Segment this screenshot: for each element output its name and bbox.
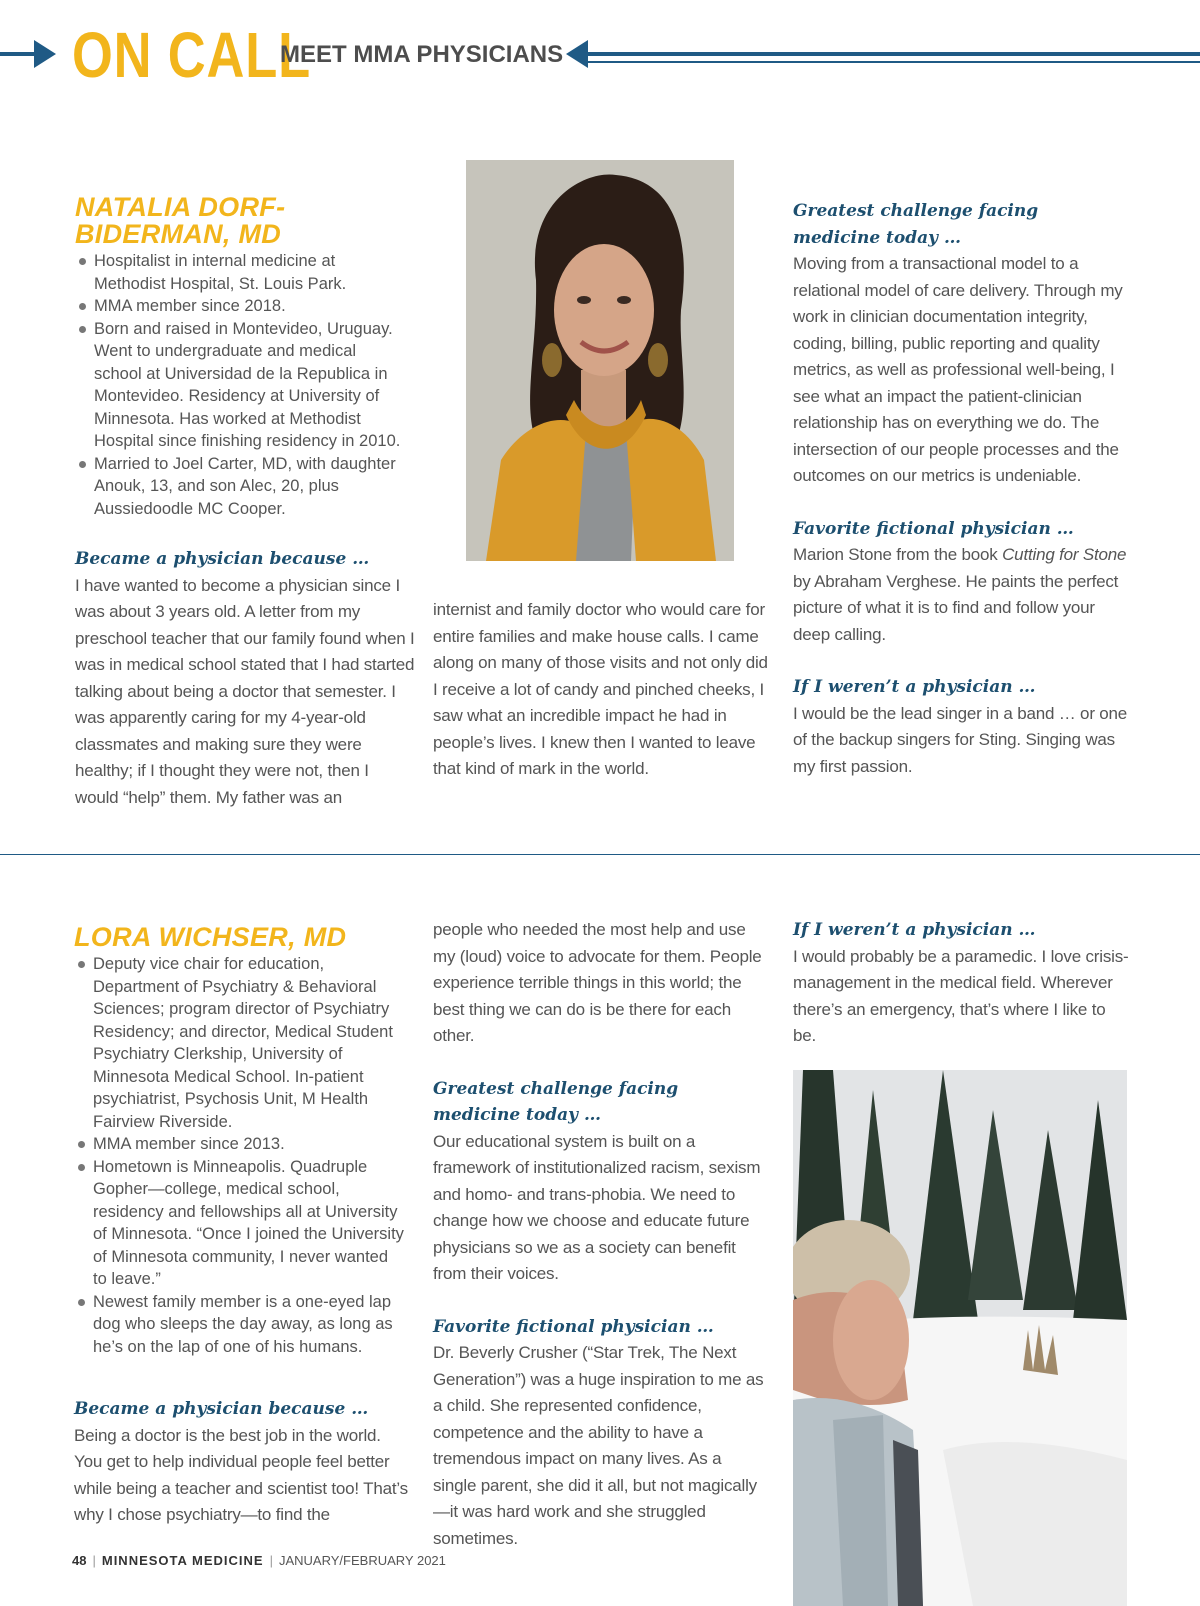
profile-1-fictional-heading: Favorite fictional physician … bbox=[793, 518, 1074, 539]
page-footer bbox=[72, 1552, 446, 1570]
profile-2-challenge-text: Our educational system is built on a framework of institutionalized racism, sexism and homo- and trans-phobia. We need to change how we choose and educate future physicians so we as a society can benefit from their voices. bbox=[433, 1131, 761, 1283]
list-item: Deputy vice chair for education, Department of Psychiatry & Behavioral Sciences; program director of Psychiatry Residency; and director, Medical Student Psychiatry Clerkship, University of Minnesota Medical School. In-patient psychiatrist, Psychosis Unit, M Health Fairview Riverside. bbox=[74, 953, 404, 1133]
profile-1-challenge-heading-1: Greatest challenge facing bbox=[793, 201, 1039, 221]
footer-separator: | bbox=[92, 1553, 96, 1568]
issue-date: JANUARY/FEBRUARY 2021 bbox=[278, 1553, 446, 1568]
list-item: MMA member since 2018. bbox=[75, 295, 405, 318]
profile-2-challenge-heading-1: Greatest challenge facing bbox=[433, 1078, 679, 1099]
section-divider bbox=[0, 854, 1200, 855]
profile-2-if-text: I would probably be a paramedic. I love crisis-management in the medical field. Wherever there’s an emergency, that’s where I like to be. bbox=[793, 946, 1129, 1045]
profile-2-became-text-a: Being a doctor is the best job in the world. You get to help individual people feel better while being a teacher and scientist too! That’s why I chose psychiatry—to find the bbox=[74, 1425, 408, 1524]
profile-2-fictional-text: Dr. Beverly Crusher (“Star Trek, The Next Generation”) was a huge inspiration to me as a child. She represented confidence, competence and the ability to have a tremendous impact on many lives. As a single parent, she did it all, but not magically—it was hard work and she struggled sometimes. bbox=[433, 1343, 764, 1548]
profile-2-if-heading: If I weren’t a physician … bbox=[793, 920, 1036, 940]
header-rule-right-thin bbox=[584, 61, 1200, 63]
arrow-right-icon bbox=[34, 40, 56, 68]
section-title: ON CALL bbox=[72, 19, 311, 91]
list-item: Born and raised in Montevideo, Uruguay. Went to undergraduate and medical school at Universidad de la Republica in Montevideo. Residency at University of Minnesota. Has worked at Methodist Hospital since finishing residency in 2010. bbox=[75, 318, 405, 453]
profile-1-became-text-a: I have wanted to become a physician since I was about 3 years old. A letter from my preschool teacher that our family found when I was in medical school stated that I had started talking about being a doctor that semester. I was apparently caring for my 4-year-old classmates and making sure they were healthy; if I thought they were not, then I would “help” them. My father was an bbox=[75, 575, 415, 807]
fictional-text-part-1: Marion Stone from the book bbox=[793, 545, 1003, 564]
portrait-illustration bbox=[466, 160, 734, 561]
profile-1-became-heading: Became a physician because … bbox=[75, 549, 370, 569]
profile-2-facts-list bbox=[74, 953, 404, 1358]
profile-1-portrait-photo bbox=[466, 160, 734, 561]
profile-1-if-text: I would be the lead singer in a band … or one of the backup singers for Sting. Singing was my first passion. bbox=[793, 703, 1128, 776]
profile-2-fictional-heading: Favorite fictional physician … bbox=[433, 1316, 714, 1337]
profile-2-right-column bbox=[793, 917, 1133, 1050]
list-item: Married to Joel Carter, MD, with daughter Anouk, 13, and son Alec, 20, plus Aussiedoodle MC Cooper. bbox=[75, 453, 405, 521]
profile-1-facts-list bbox=[75, 250, 405, 520]
profile-2-became-heading: Became a physician because … bbox=[74, 1399, 369, 1419]
list-item: Hospitalist in internal medicine at Methodist Hospital, St. Louis Park. bbox=[75, 250, 405, 295]
profile-1-left-column bbox=[75, 194, 415, 811]
fictional-book-title: Cutting for Stone bbox=[1002, 545, 1127, 564]
list-item: Newest family member is a one-eyed lap dog who sleeps the day away, as long as he’s on the lap of one of his humans. bbox=[74, 1291, 404, 1359]
profile-2-winter-photo bbox=[793, 1070, 1127, 1606]
profile-1-if-heading: If I weren’t a physician … bbox=[793, 677, 1036, 697]
magazine-name: MINNESOTA MEDICINE bbox=[101, 1553, 264, 1568]
page-number: 48 bbox=[72, 1553, 87, 1568]
section-subtitle: MEET MMA PHYSICIANS bbox=[280, 41, 564, 68]
profile-1-right-column bbox=[793, 198, 1133, 780]
profile-1-fictional-text bbox=[793, 542, 1133, 648]
profile-1-challenge-heading-2: medicine today … bbox=[793, 227, 961, 248]
profile-1-name-line-2: BIDERMAN, MD bbox=[75, 219, 282, 249]
profile-2-became-text-b: people who needed the most help and use my (loud) voice to advocate for them. People experience terrible things in this world; the best thing we can do is be there for each other. bbox=[433, 920, 762, 1045]
fictional-text-part-2: by Abraham Verghese. He paints the perfect picture of what it is to find and follow your deep calling. bbox=[793, 571, 1119, 644]
profile-2-middle-column bbox=[433, 917, 768, 1552]
list-item: Hometown is Minneapolis. Quadruple Gopher—college, medical school, residency and fellowships all at University of Minnesota. “Once I joined the University of Minnesota community, I never wanted to leave.” bbox=[74, 1156, 404, 1291]
profile-2-challenge-heading-2: medicine today … bbox=[433, 1105, 601, 1125]
winter-photo-illustration bbox=[793, 1070, 1127, 1606]
profile-1-challenge-text: Moving from a transactional model to a relational model of care delivery. Through my work in clinician documentation integrity, coding, billing, public reporting and quality metrics, as well as professional well-being, I see what an impact the patient-clinician relationship has on everything we do. The intersection of our people processes and the outcomes on our metrics is undeniable. bbox=[793, 254, 1123, 485]
profile-1-became-text-b: internist and family doctor who would care for entire families and make house calls. I came along on many of those visits and not only did I receive a lot of candy and pinched cheeks, I saw what an incredible impact he had in people’s lives. I knew then I wanted to leave that kind of mark in the world. bbox=[433, 600, 768, 778]
footer-separator: | bbox=[269, 1553, 273, 1568]
header-rule-right bbox=[584, 52, 1200, 56]
profile-2-left-column bbox=[74, 924, 409, 1529]
profile-2-name: LORA WICHSER, MD bbox=[74, 922, 347, 952]
list-item: MMA member since 2013. bbox=[74, 1133, 404, 1156]
profile-1-name-line-1: NATALIA DORF- bbox=[75, 192, 286, 222]
